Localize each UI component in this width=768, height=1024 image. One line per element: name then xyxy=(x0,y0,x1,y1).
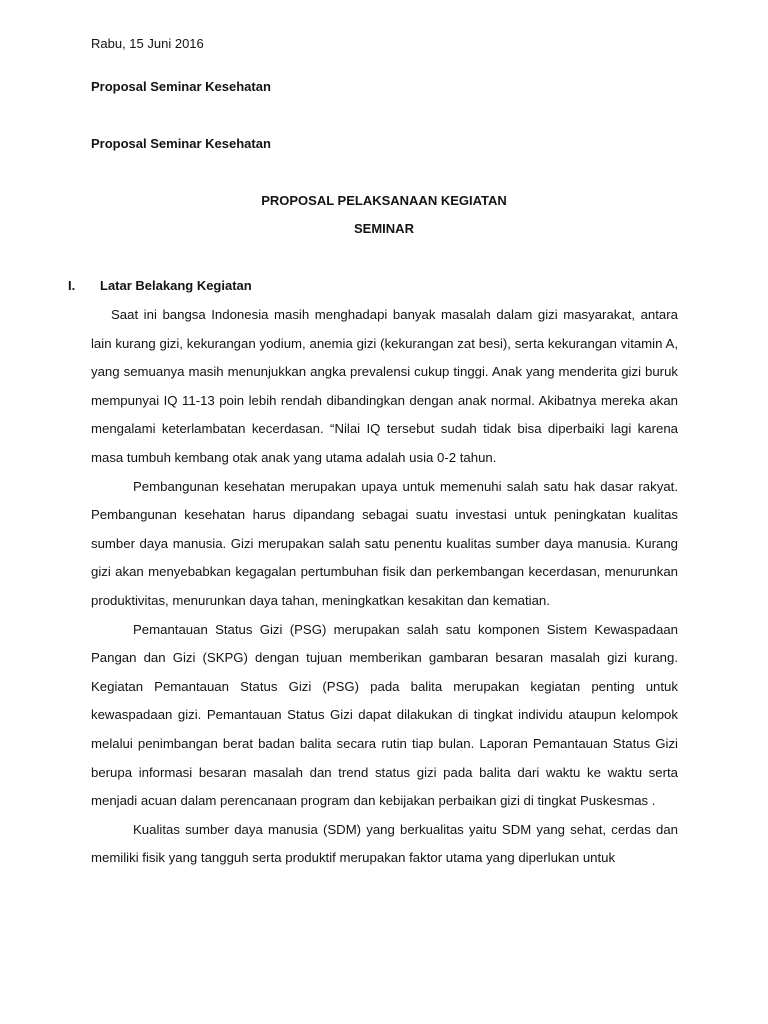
paragraph-3: Pemantauan Status Gizi (PSG) merupakan salah satu komponen Sistem Kewaspadaan Pangan dan Gizi (SKPG) dengan tujuan memberikan gambaran besaran masalah gizi kurang. Kegiatan Pemantauan Status Gizi (PSG) pada balita merupakan kegiatan penting untuk kewaspadaan gizi. Pemantauan Status Gizi dapat dilakukan di tingkat individu ataupun kelompok melalui penimbangan berat badan balita secara rutin tiap bulan. Laporan Pemantauan Status Gizi berupa informasi besaran masalah dan trend status gizi pada balita dari waktu ke waktu serta menjadi acuan dalam perencanaan program dan kebijakan perbaikan gizi di tingkat Puskesmas . xyxy=(91,621,678,809)
section-number: I. xyxy=(68,278,76,293)
section-heading xyxy=(68,278,252,293)
paragraph-1: Saat ini bangsa Indonesia masih menghadapi banyak masalah dalam gizi masyarakat, antara lain kurang gizi, kekurangan yodium, anemia gizi (kekurangan zat besi), serta kekurangan vitamin A, yang semuanya masih menunjukkan angka prevalensi cukup tinggi. Anak yang menderita gizi buruk mempunyai IQ 11-13 poin lebih rendah dibandingkan dengan anak normal. Akibatnya mereka akan mengalami keterlambatan kecerdasan. “Nilai IQ tersebut sudah tidak bisa diperbaiki lagi karena masa tumbuh kembang otak anak yang utama adalah usia 0-2 tahun. xyxy=(91,307,678,465)
proposal-title: PROPOSAL PELAKSANAAN KEGIATAN xyxy=(261,193,507,208)
document-heading-repeat: Proposal Seminar Kesehatan xyxy=(91,136,271,151)
proposal-subtitle: SEMINAR xyxy=(354,221,414,236)
document-heading: Proposal Seminar Kesehatan xyxy=(91,79,271,94)
section-title: Latar Belakang Kegiatan xyxy=(100,278,252,293)
paragraph-4: Kualitas sumber daya manusia (SDM) yang berkualitas yaitu SDM yang sehat, cerdas dan memiliki fisik yang tangguh serta produktif merupakan faktor utama yang diperlukan untuk xyxy=(91,821,678,866)
section-body xyxy=(91,301,678,873)
paragraph-2: Pembangunan kesehatan merupakan upaya untuk memenuhi salah satu hak dasar rakyat. Pembangunan kesehatan harus dipandang sebagai suatu investasi untuk peningkatan kualitas sumber daya manusia. Gizi merupakan salah satu penentu kualitas sumber daya manusia. Kurang gizi akan menyebabkan kegagalan pertumbuhan fisik dan perkembangan kecerdasan, menurunkan produktivitas, menurunkan daya tahan, meningkatkan kesakitan dan kematian. xyxy=(91,478,678,608)
document-date: Rabu, 15 Juni 2016 xyxy=(91,36,204,51)
